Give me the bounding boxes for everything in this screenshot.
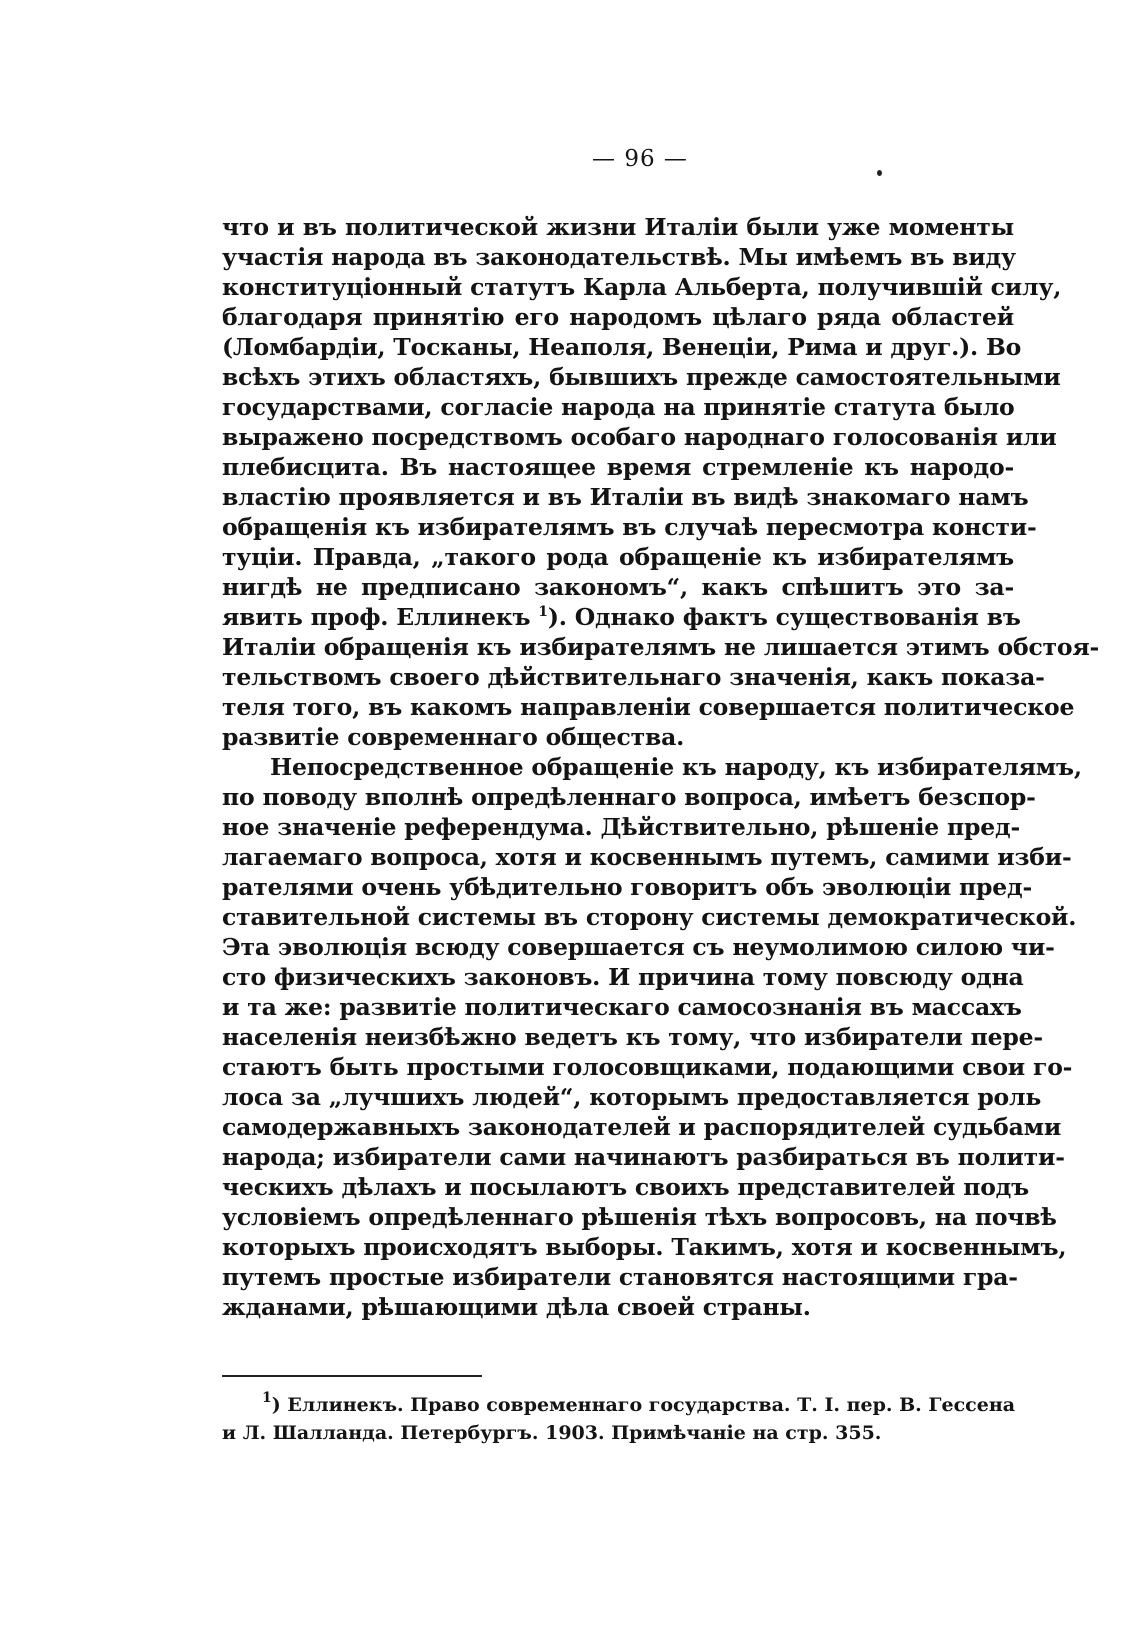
text-line: путемъ простые избиратели становятся настоящими гра- (222, 1263, 1018, 1291)
text-line: лоса за „лучшихъ людей“, которымъ предоставляется роль (222, 1083, 1042, 1111)
footnote (222, 1391, 1014, 1447)
text-line: развитіе современнаго общества. (222, 723, 685, 751)
text-line: государствами, согласіе народа на принятіе статута было (222, 393, 1015, 421)
text-line: туціи. Правда, „такого рода обращеніе къ избирателямъ (222, 543, 1014, 571)
text-line: жданами, рѣшающими дѣла своей страны. (222, 1293, 811, 1321)
text-line: народа; избиратели сами начинаютъ разбираться въ полити- (222, 1143, 1065, 1171)
text-line: ное значеніе референдума. Дѣйствительно, рѣшеніе пред- (222, 813, 1021, 841)
text-line: рателями очень убѣдительно говоритъ объ эволюціи пред- (222, 873, 1033, 901)
footnote-ref: 1 (538, 604, 548, 620)
text-line: обращенія къ избирателямъ въ случаѣ пересмотра консти- (222, 513, 1037, 541)
text-line: нигдѣ не предписано закономъ“, какъ спѣшитъ это за- (222, 573, 1014, 601)
text-line: Эта эволюція всюду совершается съ неумолимою силою чи- (222, 933, 1055, 961)
text-line: выражено посредствомъ особаго народнаго голосованія или (222, 423, 1057, 451)
text-line: Непосредственное обращеніе къ народу, къ избирателямъ, (270, 753, 1082, 781)
text-line: теля того, въ какомъ направленіи совершается политическое (222, 693, 1075, 721)
text-line: плебисцита. Въ настоящее время стремленіе къ народо- (222, 453, 1014, 481)
footnote-text: ) Еллинекъ. Право современнаго государства. Т. І. пер. В. Гессена (271, 1394, 1016, 1416)
text-line: и та же: развитіе политическаго самосознанія въ массахъ (222, 993, 1022, 1021)
text-line: властію проявляется и въ Италіи въ видѣ знакомаго намъ (222, 483, 1029, 511)
footnote-separator (222, 1375, 482, 1377)
text-line: стаютъ быть простыми голосовщиками, подающими свои го- (222, 1053, 1073, 1081)
footnote-line (222, 1391, 1014, 1419)
text-line: сто физическихъ законовъ. И причина тому повсюду одна (222, 963, 1024, 991)
text-line: условіемъ опредѣленнаго рѣшенія тѣхъ вопросовъ, на почвѣ (222, 1203, 1057, 1231)
text-line: тельствомъ своего дѣйствительнаго значенія, какъ показа- (222, 663, 1045, 691)
text-line: ческихъ дѣлахъ и посылаютъ своихъ представителей подъ (222, 1173, 1029, 1201)
text-segment: ). Однако фактъ существованія въ (547, 603, 1021, 631)
text-line-with-footnote-ref (222, 602, 1021, 632)
text-line: всѣхъ этихъ областяхъ, бывшихъ прежде самостоятельными (222, 363, 1061, 391)
footnote-line: и Л. Шалланда. Петербургъ. 1903. Примѣчаніе на стр. 355. (222, 1422, 882, 1444)
footnote-marker: 1 (262, 1390, 272, 1406)
text-segment: явить проф. Еллинекъ (222, 603, 531, 631)
text-line: по поводу вполнѣ опредѣленнаго вопроса, имѣетъ безспор- (222, 783, 1036, 811)
text-line: самодержавныхъ законодателей и распорядителей судьбами (222, 1113, 1062, 1141)
text-line: (Ломбардіи, Тосканы, Неаполя, Венеціи, Рима и друг.). Во (222, 333, 1022, 361)
text-line: ставительной системы въ сторону системы демократической. (222, 903, 1077, 931)
text-line: благодаря принятію его народомъ цѣлаго ряда областей (222, 303, 1014, 331)
text-line: лагаемаго вопроса, хотя и косвеннымъ путемъ, самими изби- (222, 843, 1072, 871)
text-line: населенія неизбѣжно ведетъ къ тому, что избиратели пере- (222, 1023, 1043, 1051)
text-line: конституціонный статутъ Карла Альберта, получившій силу, (222, 273, 1062, 301)
ink-speck (877, 170, 882, 176)
text-line: которыхъ происходятъ выборы. Такимъ, хотя и косвеннымъ, (222, 1233, 1067, 1261)
text-line: участія народа въ законодательствѣ. Мы имѣемъ въ виду (222, 243, 1016, 271)
page-number: — 96 — (592, 146, 688, 172)
text-line: Италіи обращенія къ избирателямъ не лишается этимъ обстоя- (222, 633, 1100, 661)
body-text (222, 212, 1100, 1322)
text-line: что и въ политической жизни Италіи были уже моменты (222, 213, 1014, 241)
